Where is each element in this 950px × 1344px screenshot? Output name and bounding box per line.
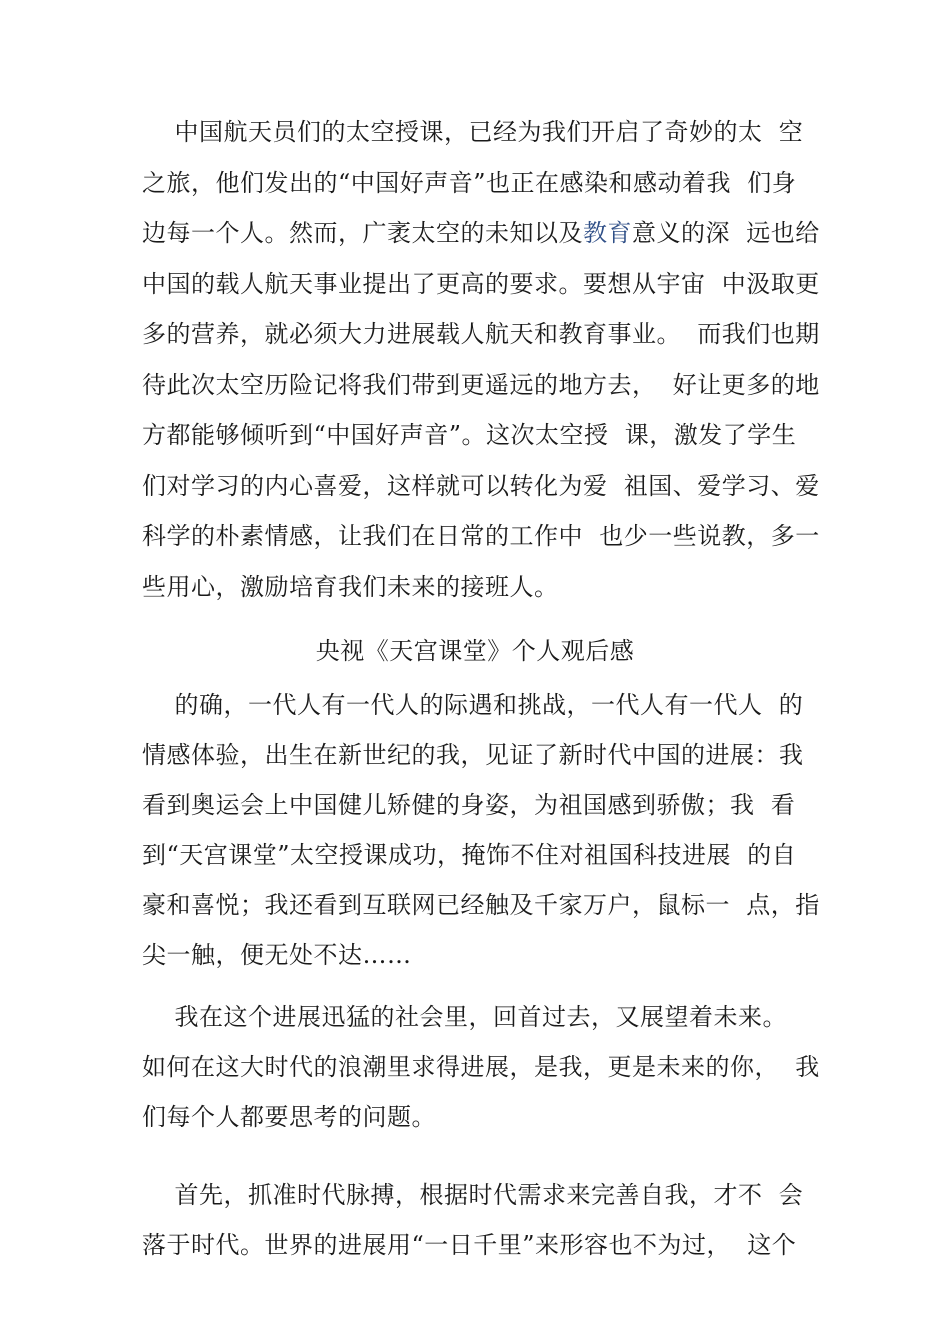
paragraph-3-line-6: 尖一触，便无处不达…… xyxy=(142,941,412,969)
paragraph-4-line-2: 如何在这大时代的浪潮里求得进展，是我，更是未来的你， 我 xyxy=(142,1053,820,1081)
paragraph-3-line-3: 看到奥运会上中国健儿矫健的身姿，为祖国感到骄傲；我 看 xyxy=(142,791,796,819)
paragraph-4-line-1: 我在这个进展迅猛的社会里，回首过去，又展望着未来。 xyxy=(142,1003,788,1031)
paragraph-1-line-4: 中国的载人航天事业提出了更高的要求。要想从宇宙 中汲取更 xyxy=(142,270,820,298)
paragraph-3-line-5: 豪和喜悦；我还看到互联网已经触及千家万户，鼠标一 点，指 xyxy=(142,891,820,919)
paragraph-1-line-7: 方都能够倾听到“中国好声音”。这次太空授 课，激发了学生 xyxy=(142,421,797,449)
paragraph-1-line-3-text-b: 意义的深 远也给 xyxy=(632,219,820,247)
section-title: 央视《天宫课堂》个人观后感 xyxy=(315,637,635,665)
paragraph-1-line-5: 多的营养，就必须大力进展载人航天和教育事业。 而我们也期 xyxy=(142,320,820,348)
paragraph-5-line-2: 落于时代。世界的进展用“一日千里”来形容也不为过， 这个 xyxy=(142,1231,797,1259)
paragraph-1-line-8: 们对学习的内心喜爱，这样就可以转化为爱 祖国、爱学习、爱 xyxy=(142,472,820,500)
paragraph-1-line-3-text-a: 边每一个人。然而，广袤太空的未知以及 xyxy=(142,219,583,247)
paragraph-1-line-2: 之旅，他们发出的“中国好声音”也正在感染和感动着我 们身 xyxy=(142,169,797,197)
paragraph-1-line-9: 科学的朴素情感，让我们在日常的工作中 也少一些说教，多一 xyxy=(142,522,820,550)
paragraph-3-line-4: 到“天宫课堂”太空授课成功，掩饰不住对祖国科技进展 的自 xyxy=(142,841,797,869)
paragraph-1-line-1: 中国航天员们的太空授课，已经为我们开启了奇妙的太 空 xyxy=(142,118,804,146)
paragraph-4-line-3: 们每个人都要思考的问题。 xyxy=(142,1103,436,1131)
paragraph-3-line-2: 情感体验，出生在新世纪的我，见证了新时代中国的进展：我 xyxy=(142,741,804,769)
paragraph-1-line-10: 些用心，激励培育我们未来的接班人。 xyxy=(142,573,559,601)
paragraph-3-line-1: 的确，一代人有一代人的际遇和挑战，一代人有一代人 的 xyxy=(142,691,804,719)
education-link[interactable]: 教育 xyxy=(583,219,632,247)
paragraph-1-line-3 xyxy=(142,218,822,248)
paragraph-1-line-6: 待此次太空历险记将我们带到更遥远的地方去， 好让更多的地 xyxy=(142,371,820,399)
paragraph-5-line-1: 首先，抓准时代脉搏，根据时代需求来完善自我，才不 会 xyxy=(142,1181,804,1209)
